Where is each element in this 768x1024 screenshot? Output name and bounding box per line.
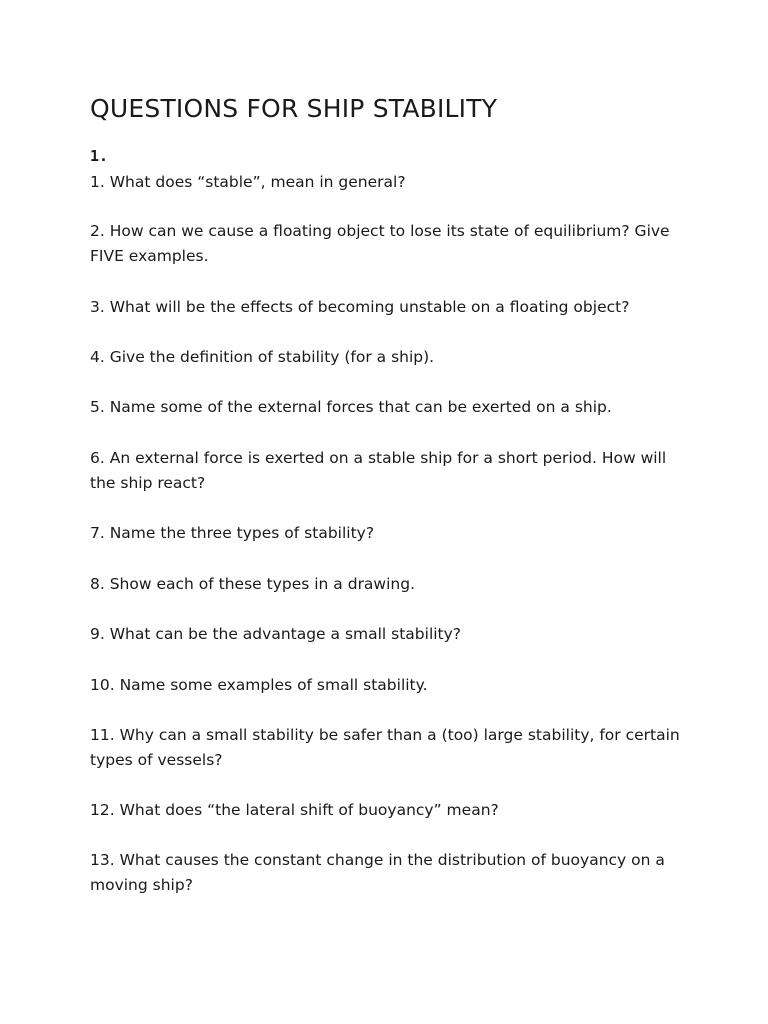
question-1: 1. What does “stable”, mean in general? (90, 173, 406, 191)
page-title: QUESTIONS FOR SHIP STABILITY (90, 94, 498, 123)
question-9: 9. What can be the advantage a small stability? (90, 625, 462, 643)
question-2: 2. How can we cause a floating object to lose its state of equilibrium? Give FIVE examples. (90, 222, 670, 265)
question-13: 13. What causes the constant change in the distribution of buoyancy on a moving ship? (90, 851, 665, 894)
question-12: 12. What does “the lateral shift of buoyancy” mean? (90, 801, 499, 819)
question-6: 6. An external force is exerted on a stable ship for a short period. How will the ship react? (90, 449, 667, 492)
section-marker: 1. (90, 147, 109, 165)
question-8: 8. Show each of these types in a drawing. (90, 575, 416, 593)
question-11: 11. Why can a small stability be safer than a (too) large stability, for certain types of vessels? (90, 726, 680, 769)
question-7: 7. Name the three types of stability? (90, 524, 375, 542)
question-4: 4. Give the definition of stability (for a ship). (90, 348, 435, 366)
question-3: 3. What will be the effects of becoming unstable on a floating object? (90, 298, 630, 316)
question-10: 10. Name some examples of small stability. (90, 676, 428, 694)
question-5: 5. Name some of the external forces that can be exerted on a ship. (90, 398, 612, 416)
